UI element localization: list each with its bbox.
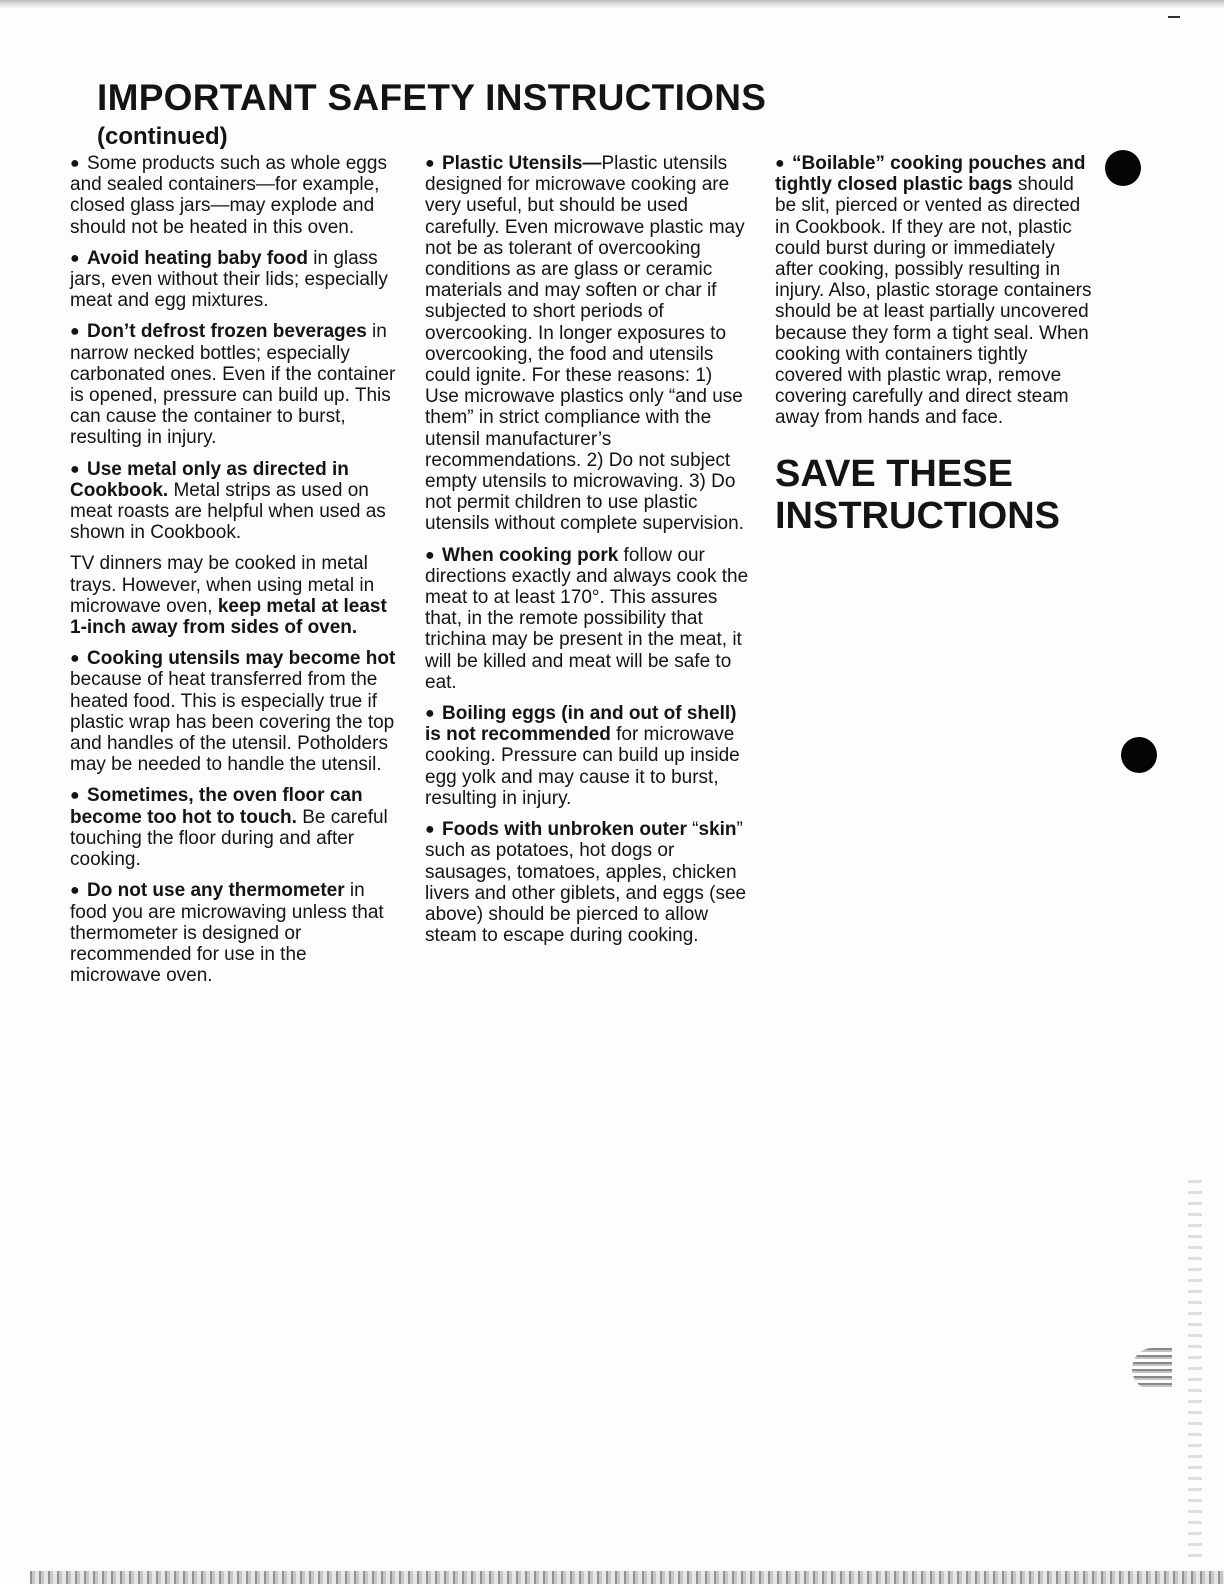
instruction-emphasis: Use metal only as directed in Cookbook.: [70, 458, 349, 501]
instruction-emphasis: Avoid heating baby food: [87, 247, 308, 269]
instruction-emphasis: Plastic Utensils—: [442, 153, 602, 174]
instruction-text: TV dinners may be cooked in metal trays. However, when using metal in microwave oven,: [70, 553, 375, 617]
instruction-text: Metal strips as used on meat roasts are helpful when used as shown in Cookbook.: [70, 479, 386, 544]
instruction-emphasis: Sometimes, the oven floor can become too hot to touch.: [70, 785, 363, 828]
instruction-paragraph: [425, 153, 750, 535]
bullet-icon: ●: [425, 821, 435, 839]
punch-hole-icon: [1105, 150, 1141, 186]
instruction-text: “: [686, 819, 699, 841]
bullet-icon: ●: [425, 546, 435, 564]
scan-edge-bottom: [30, 1571, 1224, 1584]
bullet-icon: ●: [70, 882, 80, 900]
instruction-text: ” such as potatoes, hot dogs or sausages, tomatoes, apples, chicken livers and other giblets, and eggs (see above) should be pierced to allow steam to escape during cooking.: [425, 819, 747, 947]
instruction-paragraph: [425, 819, 750, 946]
instruction-emphasis: “Boilable” cooking pouches and tightly closed plastic bags: [775, 153, 1086, 196]
instruction-text: because of heat transferred from the heated food. This is especially true if plastic wrap has been covering the top and handles of the utensil. Potholders may be needed to handle the utensil.: [70, 669, 395, 776]
bullet-icon: ●: [425, 155, 435, 172]
scan-edge-top: [0, 0, 1224, 9]
instruction-text: for microwave cooking. Pressure can build up inside egg yolk and may cause it to burst, resulting in injury.: [425, 724, 740, 809]
instruction-emphasis: Do not use any thermometer: [87, 880, 345, 902]
instruction-paragraph: [70, 785, 400, 870]
instruction-paragraph: [70, 880, 400, 986]
instruction-text: in glass jars, even without their lids; especially meat and egg mixtures.: [70, 247, 388, 312]
instruction-paragraph: [70, 553, 400, 638]
bullet-icon: ●: [70, 249, 80, 267]
bullet-icon: ●: [70, 650, 80, 668]
instruction-emphasis: Cooking utensils may become hot: [87, 648, 396, 670]
instruction-emphasis: Boiling eggs (in and out of shell) is not recommended: [425, 703, 737, 746]
instruction-paragraph: [425, 703, 750, 809]
instruction-emphasis: skin: [698, 819, 737, 841]
instruction-emphasis: When cooking pork: [442, 544, 619, 566]
page-subtitle: (continued): [97, 123, 228, 150]
scan-edge-right: [1188, 1180, 1202, 1560]
instruction-paragraph: [425, 545, 750, 693]
instruction-paragraph: [775, 153, 1095, 429]
column-right: [775, 153, 1095, 537]
instruction-text: follow our directions exactly and always cook the meat to at least 170°. This assures that, in the remote possibility that trichina may be present in the meat, it will be killed and meat will be safe to eat.: [425, 544, 749, 693]
column-middle: [425, 153, 750, 956]
binding-mark: [1132, 1348, 1172, 1390]
edge-tick-mark: [1168, 16, 1180, 18]
instruction-emphasis: Don’t defrost frozen beverages: [87, 321, 367, 343]
instruction-paragraph: [70, 459, 400, 544]
instruction-text: Plastic utensils designed for microwave cooking are very useful, but should be used carefully. Even microwave plastic may not be as tolerant of overcooking conditions as are glass or ceramic materials and may soften or char if subjected to short periods of overcooking. In longer exposures to overcooking, the food and utensils could ignite. For these reasons: 1) Use microwave plastics only “and use them” in strict compliance with the utensil manufacturer’s recommendations. 2) Do not subject empty utensils to microwaving. 3) Do not permit children to use plastic utensils without complete supervision.: [425, 153, 745, 535]
save-instructions-heading: SAVE THESE INSTRUCTIONS: [775, 452, 1060, 537]
bullet-icon: ●: [70, 460, 80, 478]
instruction-text: in food you are microwaving unless that thermometer is designed or recommended for use in the microwave oven.: [70, 880, 384, 987]
instruction-paragraph: [70, 153, 400, 238]
punch-hole-icon: [1121, 737, 1157, 773]
instruction-text: should be slit, pierced or vented as directed in Cookbook. If they are not, plastic could burst during or immediately after cooking, possibly resulting in injury. Also, plastic storage containers should be at least partially uncovered because they form a tight seal. When cooking with containers tightly covered with plastic wrap, remove covering carefully and direct steam away from hands and face.: [775, 174, 1092, 429]
instruction-text: in narrow necked bottles; especially carbonated ones. Even if the container is opened, pressure can build up. This can cause the container to burst, resulting in injury.: [70, 321, 396, 449]
bullet-icon: ●: [775, 155, 785, 172]
bullet-icon: ●: [70, 323, 80, 341]
instruction-paragraph: [70, 648, 400, 775]
instruction-paragraph: [70, 248, 400, 312]
instruction-paragraph: [70, 321, 400, 448]
instruction-text: Be careful touching the floor during and after cooking.: [70, 806, 388, 871]
instruction-emphasis: Foods with unbroken outer: [442, 819, 687, 841]
bullet-icon: ●: [70, 155, 80, 172]
bullet-icon: ●: [70, 787, 80, 805]
instruction-emphasis: keep metal at least 1-inch away from sides of oven.: [70, 595, 387, 639]
column-left: [70, 153, 400, 996]
page-title: IMPORTANT SAFETY INSTRUCTIONS: [97, 77, 767, 118]
bullet-icon: ●: [425, 705, 435, 723]
instruction-text: Some products such as whole eggs and sealed containers—for example, closed glass jars—may explode and should not be heated in this oven.: [70, 153, 387, 238]
